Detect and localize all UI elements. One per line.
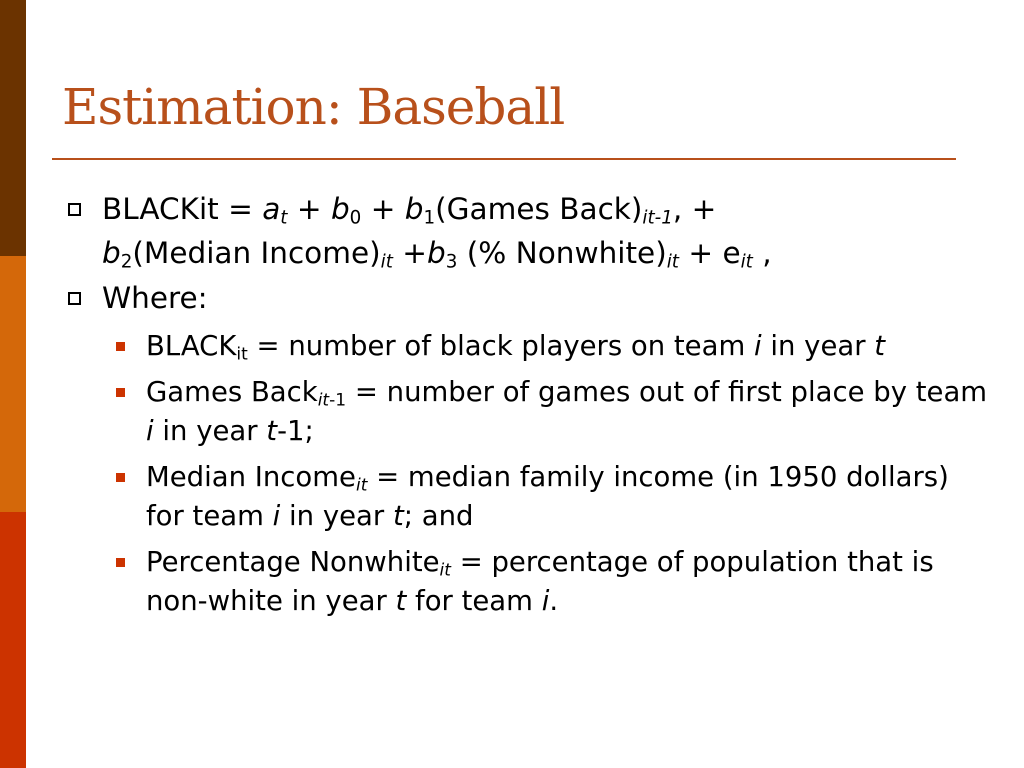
title-underline [52, 158, 956, 160]
definition-median-income: Median Income$_{it}$ = median family income (in 1950 dollars) for team i in year t; and [146, 458, 994, 536]
where-label: Where: [102, 281, 208, 315]
accent-bar-middle [0, 256, 26, 512]
square-bullet-icon [116, 558, 125, 567]
accent-bar-top [0, 0, 26, 256]
equation-bullet: BLACKit = $a_t + b_0$ + $b_1(Games$ $Back)_{it-1}$, + $b_2(Median$ $Income)_{it} +b_3$ (% $Nonwhite)_{it} + e_{it}$ , [64, 187, 994, 275]
square-bullet-icon [116, 388, 125, 397]
definition-black: $BLACK_{it}$ = number of black players on team i in year t [146, 327, 994, 366]
accent-bar-bottom [0, 512, 26, 768]
where-bullet [64, 276, 994, 320]
square-bullet-icon [116, 473, 125, 482]
definition-percentage-nonwhite: Percentage Nonwhite$_{it}$ = percentage of population that is non-white in year t for team i. [146, 543, 994, 621]
hollow-square-bullet-icon [68, 292, 81, 305]
square-bullet-icon [116, 342, 125, 351]
hollow-square-bullet-icon [68, 203, 81, 216]
definition-games-back: Games Back$_{it-1}$ = number of games out of first place by team i in year t-1; [146, 373, 994, 451]
equation-lhs: BLACKit [102, 192, 219, 226]
slide-title: Estimation: Baseball [62, 78, 565, 136]
slide-body [64, 187, 994, 621]
